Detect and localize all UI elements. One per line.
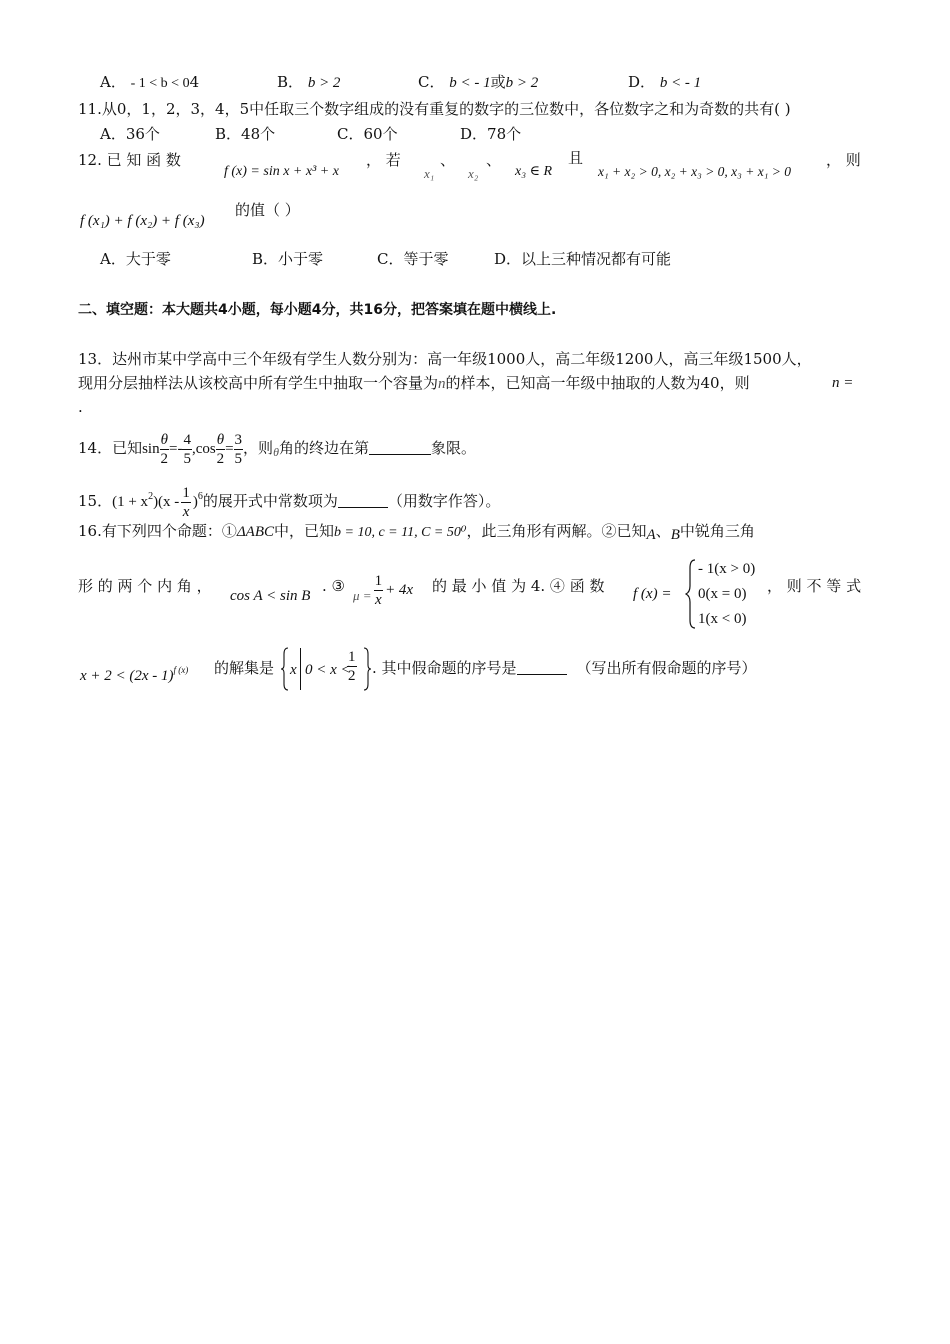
q10-option-b: B． b > 2 [277,73,341,91]
q16-brace [685,558,697,630]
q12-option-d: D．以上三种情况都有可能 [494,250,672,268]
q16-line2-mid: 的 最 小 值 为 4. ④ 函 数 [432,577,605,595]
q16-set-condition: 0 < x < [305,662,351,678]
q16-line2-end: ， 则 不 等 式 [767,577,862,595]
q12-sep2: 、 [486,151,502,169]
q12-option-a: A．大于零 [100,250,171,268]
q10-option-a: A． - 1 < b < 04 [100,73,200,91]
q16-set-x: x [290,662,297,678]
q11-option-b: B．48个 [215,125,276,143]
section-heading: 二、填空题：本大题共4小题，每小题4分，共16分，把答案填在题中横线上. [78,302,557,318]
q11-option-d: D．78个 [460,125,522,143]
q16-half: $\frac{1}{2}$ [348,649,356,684]
q16-cos-sin: cos A < sin B [230,588,311,604]
q16-line2-text: 形 的 两 个 内 角 ， [78,577,212,595]
q12-ze: ， 则 [826,151,861,169]
q13-line1: 13．达州市某中学高中三个年级有学生人数分别为：高一年级1000人，高二年级1200人，高三年级1500人， [78,350,812,368]
q16-set-left-brace [280,646,290,692]
q16-inequality: x + 2 < (2x - 1)$^{f (x)}$ [80,665,189,684]
q16-mu: μ = $\frac{1}{x}$ + 4x [353,572,414,608]
q14-line: 14．已知sin $\frac{\theta}{2}$ =- $\frac{4}{5}$ ,cos $\frac{\theta}{2}$ = $\frac{3}{5}$ ，则$_\theta$角的终边在第 象限。 [78,431,476,467]
q16-case1: - 1(x > 0) [698,561,756,577]
q12-function: f (x) = sin x + x³ + x [224,164,339,179]
q12-sep1: 、 [440,151,456,169]
q11-option-c: C．60个 [337,125,398,143]
q11-stem: 11.从0，1，2，3，4，5中任取三个数字组成的没有重复的数字的三位数中，各位数字之和为奇数的共有( ) [78,100,791,118]
q12-option-c: C．等于零 [377,250,449,268]
q12-sum-expression: f (x₁) + f (x₂) + f (x₃) [80,213,205,229]
q16-line3: . 其中假命题的序号是 （写出所有假命题的序号） [372,659,757,677]
q12-ruo: ， 若 [366,151,401,169]
q14-answer-blank [369,440,431,455]
q10-option-d: D． b < - 1 [628,73,702,91]
q12-option-b: B．小于零 [252,250,324,268]
q12-prefix: 12. 已 知 函 数 [78,151,181,169]
q16-solution-text: 的解集是 [214,659,275,677]
q12-conditions: x₁ + x₂ > 0, x₂ + x₃ > 0, x₃ + x₁ > 0 [598,164,792,179]
q12-x2: x₂ [468,166,479,181]
q11-option-a: A．36个 [100,125,160,143]
q16-answer-blank [517,660,567,675]
q16-case3: 1(x < 0) [698,611,747,627]
q15-line: 15．$(1 + x^2)(x$ - $\frac{1}{x}$ )$^6$的展开式中常数项为 （用数字作答）。 [78,484,501,520]
q13-line2: 现用分层抽样法从该校高中所有学生中抽取一个容量为n的样本，已知高一年级中抽取的人数为40，则 [78,374,750,392]
q16-line1: 16.有下列四个命题：①ΔABC中，已知b = 10, c = 11, C = 50⁰，此三角形有两解。②已知A、B中锐角三角 [78,522,755,543]
q16-case2: 0(x = 0) [698,586,747,602]
q12-x1: x₁ [424,166,435,181]
q16-set-right-brace [362,646,372,692]
q12-x3-in-r: x₃ ∈ R [515,164,552,179]
q10-option-c: C． b < - 1或b > 2 [418,73,539,91]
q16-set-bar [300,648,301,690]
q16-dot3: . ③ [322,577,345,595]
q16-fx: f (x) = [633,586,672,602]
q15-answer-blank [338,493,388,508]
q13-n-equals: n = [832,375,854,391]
q12-qie: 且 [568,149,584,167]
q13-line3: . [78,398,83,416]
q12-value-text: 的值（ ） [235,201,300,219]
